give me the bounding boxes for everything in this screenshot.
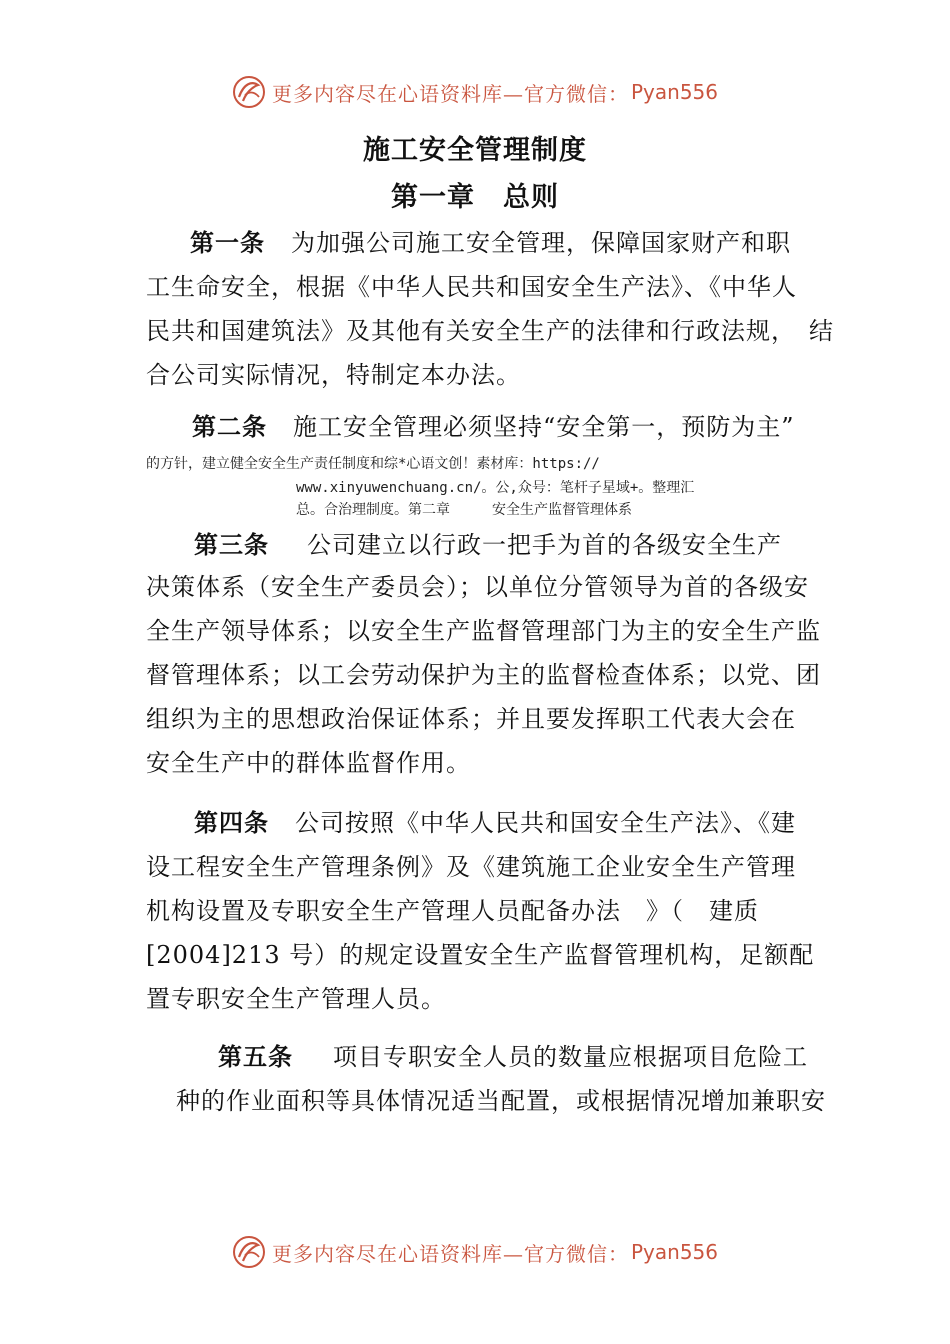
article-1-line-2: 工生命安全，根据《中华人民共和国安全生产法》、《中华人 — [146, 273, 797, 301]
article-3-line-6: 安全生产中的群体监督作用。 — [146, 749, 471, 777]
article-1-label: 第一条 — [190, 229, 265, 257]
article-3-line — [194, 530, 782, 560]
header-banner — [0, 72, 950, 112]
article-2-line — [192, 412, 795, 442]
article-5-line-2: 种的作业面积等具体情况适当配置，或根据情况增加兼职安 — [176, 1087, 826, 1115]
article-4-line-4: [2004]213 号）的规定设置安全生产监督管理机构，足额配 — [146, 941, 815, 969]
article-3-line-3: 全生产领导体系；以安全生产监督管理部门为主的安全生产监 — [146, 617, 821, 645]
article-4-label: 第四条 — [194, 809, 269, 837]
article-2-small-line-3: 总。合治理制度。第二章 安全生产监督管理体系 — [296, 502, 632, 518]
signature-seal-icon — [232, 75, 266, 109]
article-5-label: 第五条 — [218, 1043, 293, 1071]
article-4-line-3: 机构设置及专职安全生产管理人员配备办法 》（ 建质 — [146, 897, 759, 925]
article-3-line-2: 决策体系（安全生产委员会）；以单位分管领导为首的各级安 — [146, 573, 809, 601]
article-2-small-line-1: 的方针，建立健全安全生产责任制度和综*心语文创！素材库：https:// — [146, 456, 600, 472]
article-3-text: 公司建立以行政一把手为首的各级安全生产 — [307, 531, 782, 559]
banner-wechat-id: Pyan556 — [630, 80, 718, 104]
article-5-text: 项目专职安全人员的数量应根据项目危险工 — [333, 1043, 808, 1071]
article-1-line — [190, 228, 791, 258]
article-1-line-3: 民共和国建筑法》及其他有关安全生产的法律和行政法规， 结 — [146, 317, 834, 345]
article-2-small-line-2: www.xinyuwenchuang.cn/。公,众号：笔杆子星域+。整理汇 — [296, 480, 695, 496]
article-4-text: 公司按照《中华人民共和国安全生产法》、《建 — [295, 809, 796, 837]
article-2-label: 第二条 — [192, 413, 267, 441]
article-1-text: 为加强公司施工安全管理，保障国家财产和职 — [291, 229, 791, 257]
banner-text: 更多内容尽在心语资料库—官方微信： — [271, 1241, 629, 1266]
chapter-heading: 第一章 总则 — [391, 182, 559, 213]
article-3-line-4: 督管理体系；以工会劳动保护为主的监督检查体系；以党、团 — [146, 661, 821, 689]
banner-wechat-id: Pyan556 — [630, 1240, 718, 1264]
signature-seal-icon — [232, 1235, 266, 1269]
banner-text: 更多内容尽在心语资料库—官方微信： — [271, 81, 629, 106]
article-1-line-4: 合公司实际情况，特制定本办法。 — [146, 361, 521, 389]
article-4-line — [194, 808, 796, 838]
article-3-label: 第三条 — [194, 531, 269, 559]
footer-banner — [0, 1232, 950, 1272]
article-3-line-5: 组织为主的思想政治保证体系；并且要发挥职工代表大会在 — [146, 705, 796, 733]
document-title: 施工安全管理制度 — [363, 135, 587, 166]
article-5-line — [218, 1042, 808, 1072]
article-4-line-5: 置专职安全生产管理人员。 — [146, 985, 446, 1013]
article-2-text: 施工安全管理必须坚持“安全第一，预防为主” — [293, 413, 795, 441]
article-4-line-2: 设工程安全生产管理条例》及《建筑施工企业安全生产管理 — [146, 853, 796, 881]
